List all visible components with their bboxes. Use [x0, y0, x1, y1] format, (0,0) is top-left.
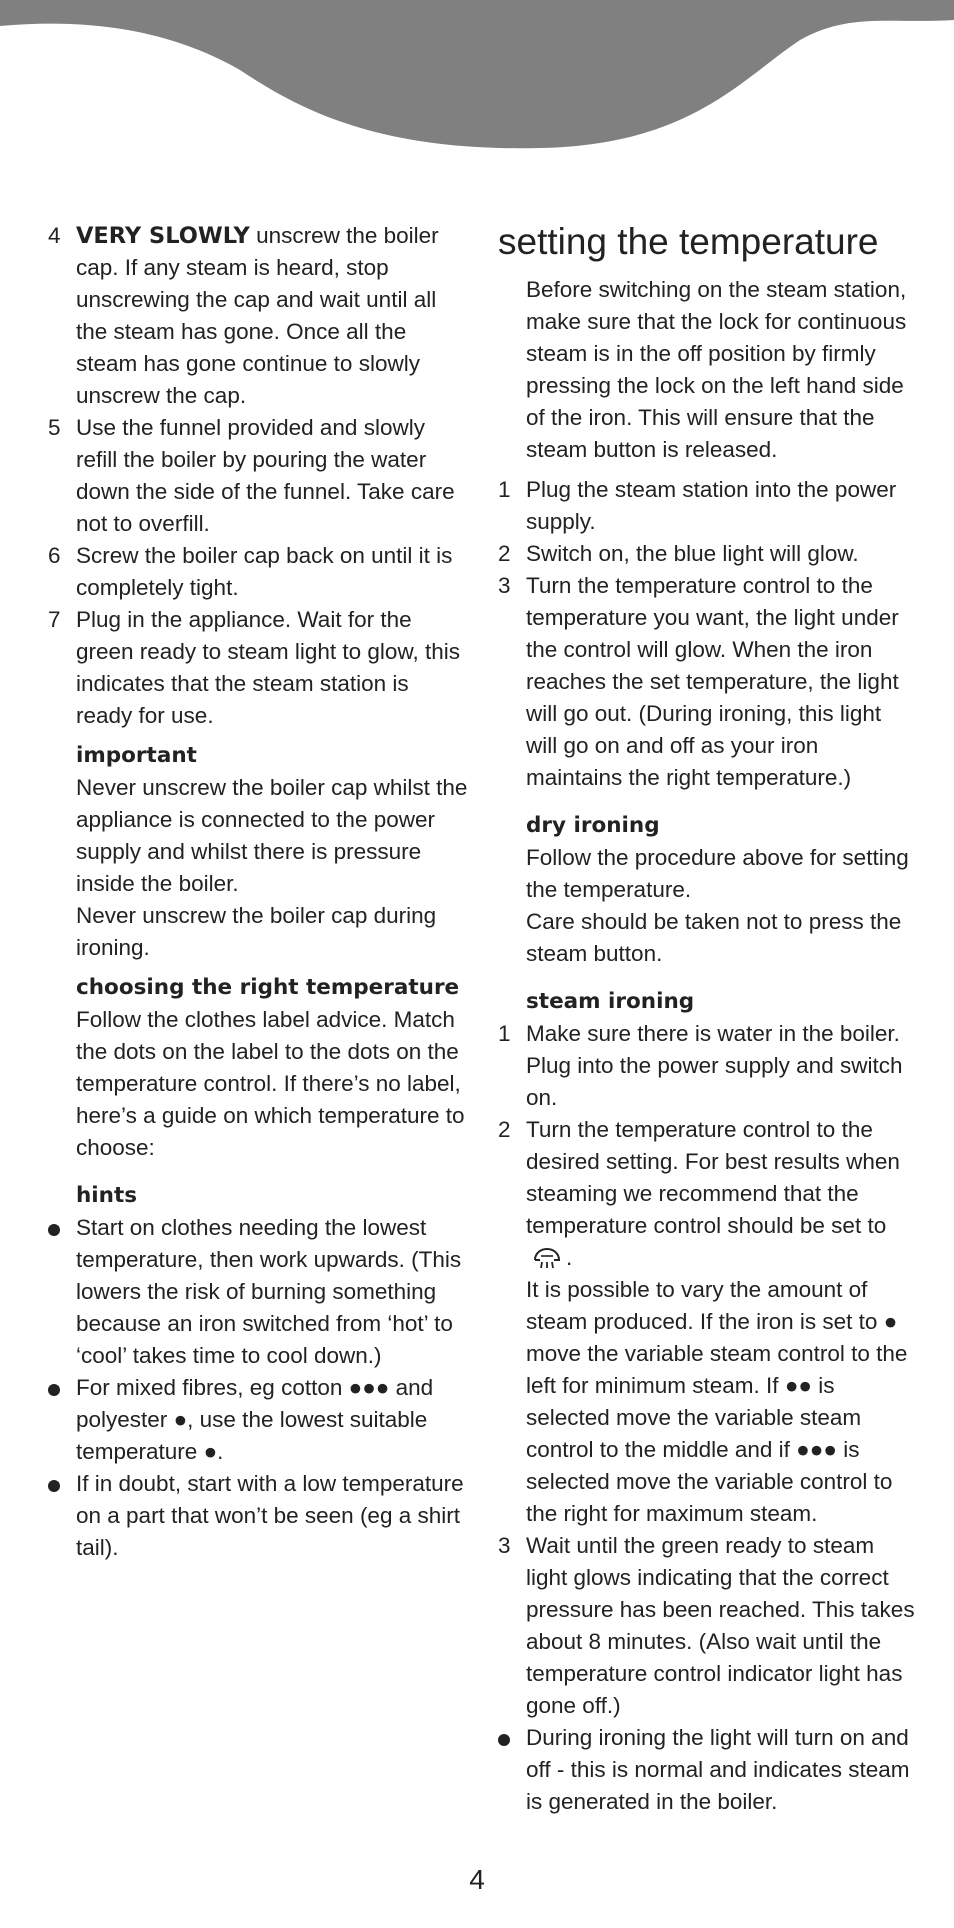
- steam-setting-icon: [532, 1247, 562, 1269]
- bullet-icon: [48, 1384, 60, 1396]
- step-text: Plug in the appliance. Wait for the green ready to steam light to glow, this indicates that the steam station is ready for use.: [76, 607, 460, 728]
- step-number: 4: [48, 223, 61, 248]
- step-number: 1: [498, 1021, 511, 1046]
- bullet-text: During ironing the light will turn on and off - this is normal and indicates steam is generated in the boiler.: [526, 1725, 910, 1814]
- step-number: 7: [48, 607, 61, 632]
- step-text: is selected move the variable steam control to the middle and if: [526, 1373, 862, 1462]
- important-paragraph: Never unscrew the boiler cap during ironing.: [76, 903, 437, 960]
- step-number: 2: [498, 541, 511, 566]
- step-text: Plug the steam station into the power supply.: [526, 477, 897, 534]
- hint-item: [48, 1212, 468, 1372]
- step-5: [48, 412, 468, 540]
- choosing-temperature-heading: choosing the right temperature: [76, 975, 460, 1000]
- bullet-icon: [48, 1480, 60, 1492]
- step-text: Use the funnel provided and slowly refill the boiler by pouring the water down the side of the funnel. Take care not to overfill.: [76, 415, 455, 536]
- temperature-dots-icon: ●: [173, 1407, 188, 1432]
- step-number: 6: [48, 543, 61, 568]
- dry-ironing-text: Care should be taken not to press the steam button.: [526, 909, 902, 966]
- bullet-icon: [48, 1224, 60, 1236]
- step-number: 1: [498, 477, 511, 502]
- step-text: is selected move the variable control to the right for maximum steam.: [526, 1437, 893, 1526]
- step-text: It is possible to vary the amount of steam produced. If the iron is set to: [526, 1277, 884, 1334]
- bullet-icon: [498, 1734, 510, 1746]
- dry-ironing-text: Follow the procedure above for setting the temperature.: [526, 845, 909, 902]
- temperature-dots-icon: ●: [203, 1439, 218, 1464]
- temperature-dots-icon: ●: [883, 1309, 898, 1334]
- hints-heading: hints: [76, 1183, 138, 1208]
- step-text: Turn the temperature control to the temperature you want, the light under the control will glow. When the iron reaches the set temperature, the light will go out. (During ironing, this light will go on and off as your iron maintains the right temperature.): [526, 573, 899, 790]
- steam-ironing-heading: steam ironing: [526, 989, 695, 1014]
- hint-item: [48, 1468, 468, 1564]
- intro-paragraph: Before switching on the steam station, make sure that the lock for continuous steam is in the off position by firmly pressing the lock on the left hand side of the iron. This will ensure that the steam button is released.: [526, 277, 907, 462]
- step-text: .: [566, 1245, 573, 1270]
- step-3: [498, 570, 918, 794]
- steam-step-2: [498, 1114, 918, 1530]
- step-number: 5: [48, 415, 61, 440]
- step-text: unscrew the boiler cap. If any steam is heard, stop unscrewing the cap and wait until all the steam has gone. Once all the steam has gone continue to slowly unscrew the cap.: [76, 223, 439, 408]
- steam-amount-paragraph: [526, 1274, 918, 1530]
- dry-ironing-heading: dry ironing: [526, 813, 660, 838]
- temperature-dots-icon: ●●: [784, 1373, 812, 1398]
- hint-text: , use the lowest suitable temperature: [76, 1407, 428, 1464]
- hint-text: Start on clothes needing the lowest temperature, then work upwards. (This lowers the risk of burning something because an iron switched from ‘hot’ to ‘cool’ takes time to cool down.): [76, 1215, 462, 1368]
- step-4: [48, 220, 468, 412]
- temperature-dots-icon: ●●●: [796, 1437, 837, 1462]
- step-1: [498, 474, 918, 538]
- important-heading: important: [76, 743, 197, 768]
- step-emphasis: VERY SLOWLY: [76, 223, 250, 249]
- hint-text: For mixed fibres, eg cotton: [76, 1375, 349, 1400]
- hint-item: [48, 1372, 468, 1468]
- section-title: setting the temperature: [498, 221, 879, 262]
- left-column: [48, 220, 468, 1564]
- right-column: [498, 220, 918, 1818]
- step-2: [498, 538, 918, 570]
- important-paragraph: Never unscrew the boiler cap whilst the appliance is connected to the power supply and whilst there is pressure inside the boiler.: [76, 775, 468, 896]
- hint-text: and polyester: [76, 1375, 434, 1432]
- step-number: 2: [498, 1117, 511, 1142]
- temperature-dots-icon: ●●●: [348, 1375, 390, 1400]
- step-6: [48, 540, 468, 604]
- steam-bullet: [498, 1722, 918, 1818]
- hint-text: .: [217, 1439, 224, 1464]
- steam-step-3: [498, 1530, 918, 1722]
- step-text: Wait until the green ready to steam light glows indicating that the correct pressure has been reached. This takes about 8 minutes. (Also wait until the temperature control indicator light has gone off.): [526, 1533, 915, 1718]
- step-number: 3: [498, 573, 511, 598]
- step-number: 3: [498, 1533, 511, 1558]
- step-text: move the variable steam control to the left for minimum steam. If: [526, 1341, 908, 1398]
- header-wave-decoration: [0, 0, 954, 160]
- page-number: 4: [469, 1864, 485, 1895]
- step-text: Switch on, the blue light will glow.: [526, 541, 859, 566]
- step-text: Turn the temperature control to the desired setting. For best results when steaming we recommend that the temperature control should be set to: [526, 1117, 900, 1238]
- steam-step-1: [498, 1018, 918, 1114]
- step-7: [48, 604, 468, 732]
- choosing-temperature-text: Follow the clothes label advice. Match the dots on the label to the dots on the temperature control. If there’s no label, here’s a guide on which temperature to choose:: [76, 1007, 465, 1160]
- step-text: Make sure there is water in the boiler. Plug into the power supply and switch on.: [526, 1021, 903, 1110]
- hint-text: If in doubt, start with a low temperature on a part that won’t be seen (eg a shirt tail).: [76, 1471, 464, 1560]
- step-text: Screw the boiler cap back on until it is completely tight.: [76, 543, 453, 600]
